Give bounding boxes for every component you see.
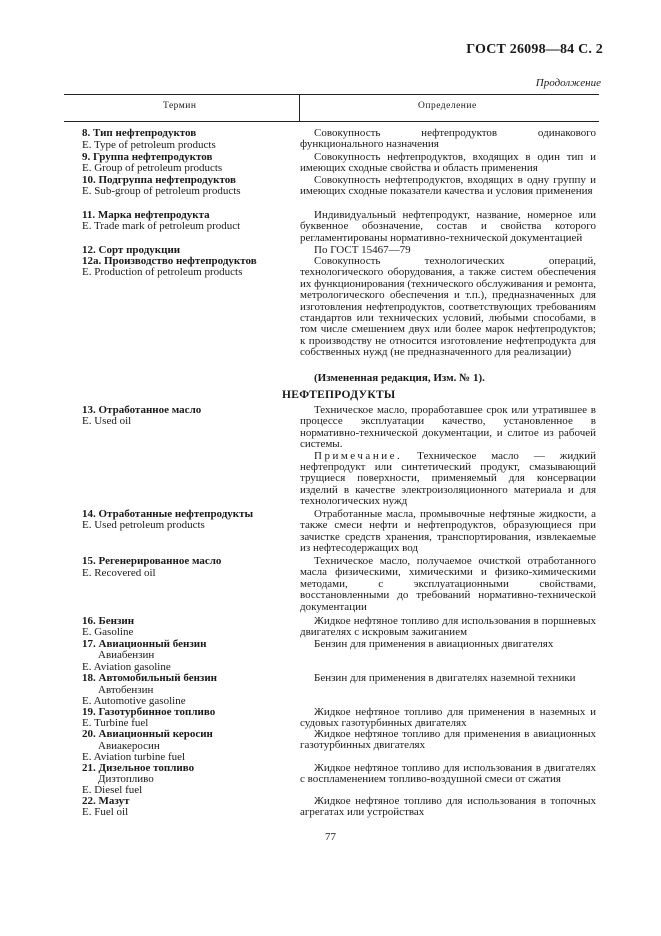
definition-8: Совокупность нефтепродуктов одинакового функционального назначения: [300, 127, 596, 151]
term-11-en: E. Trade mark of petroleum product: [82, 220, 241, 232]
table-top-rule: [64, 94, 599, 95]
term-10: 10. Подгруппа нефтепродуктов: [82, 174, 236, 186]
definition-14: Отработанные масла, промывочные нефтяные жидкости, а также смеси нефти и нефтепродуктов, образующиеся при зачистке средств хранения, транспортирования, извлекаемые из нефтесодержащих вод: [300, 508, 596, 555]
term-14: 14. Отработанные нефтепродукты: [82, 508, 254, 520]
definition-10: Совокупность нефтепродуктов, входящих в одну группу и имеющих сходные показатели качества и условия применения: [300, 174, 596, 198]
term-15: 15. Регенерированное масло: [82, 555, 222, 567]
term-21-en: E. Diesel fuel: [82, 784, 143, 796]
definition-22: Жидкое нефтяное топливо для использования в топочных агрегатах или устройствах: [300, 795, 596, 819]
term-22: 22. Мазут: [82, 795, 130, 807]
continued-label: Продолжение: [535, 77, 601, 89]
column-header-term: Термин: [163, 101, 197, 111]
term-11: 11. Марка нефтепродукта: [82, 209, 210, 221]
term-20-en: E. Aviation turbine fuel: [82, 751, 186, 763]
definition-15: Техническое масло, получаемое очисткой отработанного масла физическими, химическими и физико-химическими методами, с эксплуатационными свойствами, восстановленными до требований нормативно-технической документации: [300, 555, 596, 613]
term-12a-en: E. Production of petroleum products: [82, 266, 243, 278]
definition-19: Жидкое нефтяное топливо для применения в наземных и судовых газотурбинных двигателях: [300, 706, 596, 730]
definition-18: Бензин для применения в двигателях наземной техники: [314, 672, 576, 684]
term-9-en: E. Group of petroleum products: [82, 162, 223, 174]
term-17-short: Авиабензин: [98, 649, 155, 661]
term-22-en: E. Fuel oil: [82, 806, 129, 818]
definition-17: Бензин для применения в авиационных двигателях: [314, 638, 554, 650]
definition-13: Техническое масло, проработавшее срок или утратившее в процессе эксплуатации качество, установленное в нормативно-технической документации, и слитое из рабочей системы. Примечание. Техническое масло — жидкий нефтепродукт или синтетический продукт, смазывающий трущиеся поверхности, применяемый для консервации изделий в качестве электроизоляционного материала и для технологических нужд: [300, 404, 596, 508]
term-8: 8. Тип нефтепродуктов: [82, 127, 197, 139]
term-8-en: E. Type of petroleum products: [82, 139, 216, 151]
definition-21: Жидкое нефтяное топливо для использования в двигателях с воспламенением топливо-воздушной смеси от сжатия: [300, 762, 596, 786]
term-20-short: Авиакеросин: [98, 740, 160, 752]
term-16: 16. Бензин: [82, 615, 135, 627]
definition-20: Жидкое нефтяное топливо для применения в авиационных газотурбинных двигателях: [300, 728, 596, 752]
term-19-en: E. Turbine fuel: [82, 717, 149, 729]
term-21: 21. Дизельное топливо: [82, 762, 195, 774]
column-separator: [299, 94, 300, 121]
term-20: 20. Авиационный керосин: [82, 728, 213, 740]
definition-12: По ГОСТ 15467—79: [314, 244, 411, 256]
term-13-en: E. Used oil: [82, 415, 132, 427]
edition-note: (Измененная редакция, Изм. № 1).: [314, 372, 485, 384]
term-18: 18. Автомобильный бензин: [82, 672, 218, 684]
note-text: Техническое масло — жидкий нефтепродукт или синтетический продукт, смазывающий трущиеся поверхности, применяемый для консервации изделий в качестве электроизоляционного материала и для технологических нужд: [300, 449, 596, 508]
term-15-en: E. Recovered oil: [82, 567, 156, 579]
term-13: 13. Отработанное масло: [82, 404, 202, 416]
table-header-rule: [64, 121, 599, 122]
term-21-short: Дизтопливо: [98, 773, 154, 785]
definition-11: Индивидуальный нефтепродукт, название, номерное или буквенное обозначение, состав и свойства которого регламентированы нормативно-технической документацией: [300, 209, 596, 244]
term-16-en: E. Gasoline: [82, 626, 134, 638]
definition-16: Жидкое нефтяное топливо для использования в поршневых двигателях с искровым зажиганием: [300, 615, 596, 639]
term-12: 12. Сорт продукции: [82, 244, 181, 256]
term-14-en: E. Used petroleum products: [82, 519, 205, 531]
term-9: 9. Группа нефтепродуктов: [82, 151, 213, 163]
term-17-en: E. Aviation gasoline: [82, 661, 171, 673]
note-label: Примечание.: [314, 449, 403, 462]
column-header-definition: Определение: [418, 101, 477, 111]
section-title: НЕФТЕПРОДУКТЫ: [282, 389, 396, 401]
page-number: 77: [325, 831, 336, 843]
definition-9: Совокупность нефтепродуктов, входящих в один тип и имеющих сходные свойства и область применения: [300, 151, 596, 175]
term-12a: 12a. Производство нефтепродуктов: [82, 255, 257, 267]
term-10-en: E. Sub-group of petroleum products: [82, 185, 241, 197]
term-18-short: Автобензин: [98, 684, 154, 696]
term-18-en: E. Automotive gasoline: [82, 695, 186, 707]
term-19: 19. Газотурбинное топливо: [82, 706, 216, 718]
term-17: 17. Авиационный бензин: [82, 638, 207, 650]
document-code: ГОСТ 26098—84 С. 2: [466, 42, 603, 57]
definition-12a: Совокупность технологических операций, технологического оборудования, а также систем обеспечения их функционирования (технического обслуживания и ремонта, метрологического обеспечения и т.п.), предназначенных для изготовления нефтепродуктов, соответствующих требованиям стандартов или технических условий, любыми способами, в том числе смешением двух или более марок нефтепродуктов; к производству не относится изготовление нефтепродукта для собственных нужд (не предназначенного для реализации): [300, 255, 596, 359]
